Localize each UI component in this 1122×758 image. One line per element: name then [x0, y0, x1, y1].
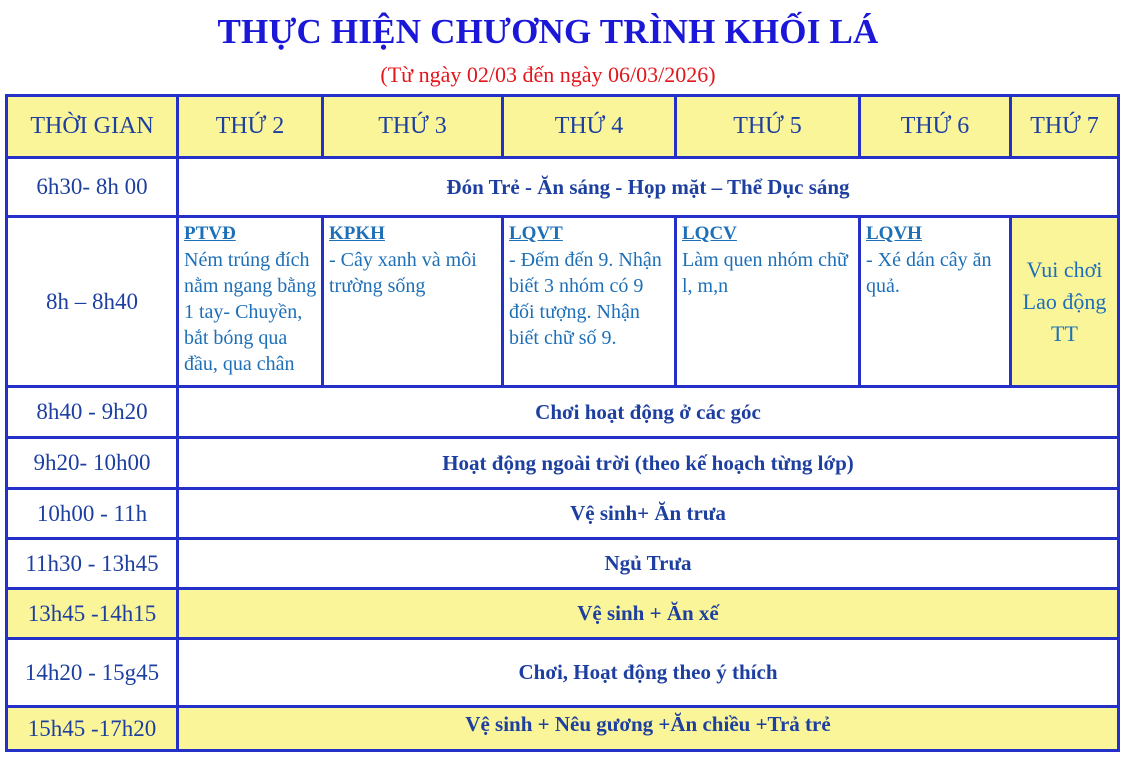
schedule-table — [5, 94, 1120, 752]
table-row — [7, 158, 1119, 217]
time-cell: 8h40 - 9h20 — [7, 387, 178, 438]
time-cell: 15h45 -17h20 — [7, 707, 178, 751]
subject-description: Làm quen nhóm chữ l, m,n — [682, 249, 848, 297]
table-row — [7, 639, 1119, 707]
header-time: THỜI GIAN — [7, 96, 178, 158]
time-cell: 10h00 - 11h — [7, 489, 178, 539]
page-title: THỰC HIỆN CHƯƠNG TRÌNH KHỐI LÁ — [217, 12, 879, 51]
activity-cell: Vệ sinh+ Ăn trưa — [178, 489, 1119, 539]
table-row-lessons — [7, 217, 1119, 387]
header-friday: THỨ 6 — [860, 96, 1011, 158]
time-cell: 11h30 - 13h45 — [7, 539, 178, 589]
activity-cell: Chơi hoạt động ở các góc — [178, 387, 1119, 438]
table-row — [7, 489, 1119, 539]
subject-code: LQVH — [866, 223, 922, 244]
lesson-cell-thursday — [676, 217, 860, 387]
table-row — [7, 707, 1119, 751]
activity-cell: Chơi, Hoạt động theo ý thích — [178, 639, 1119, 707]
lesson-cell-monday — [178, 217, 323, 387]
subject-code: LQCV — [682, 223, 737, 244]
lesson-cell-friday — [860, 217, 1011, 387]
subject-code: PTVĐ — [184, 223, 236, 244]
header-row — [7, 96, 1119, 158]
saturday-activity-cell: Vui chơi Lao động TT — [1011, 217, 1119, 387]
subject-description: - Đếm đến 9. Nhận biết 3 nhóm có 9 đối tượng. Nhận biết chữ số 9. — [509, 249, 662, 349]
subject-description: - Xé dán cây ăn quả. — [866, 249, 992, 297]
header-monday: THỨ 2 — [178, 96, 323, 158]
header-saturday: THỨ 7 — [1011, 96, 1119, 158]
header-wednesday: THỨ 4 — [503, 96, 676, 158]
time-cell: 9h20- 10h00 — [7, 438, 178, 489]
subject-description: - Cây xanh và môi trường sống — [329, 249, 477, 297]
time-cell: 8h – 8h40 — [7, 217, 178, 387]
table-row — [7, 438, 1119, 489]
table-row — [7, 539, 1119, 589]
activity-cell: Ngủ Trưa — [178, 539, 1119, 589]
activity-cell: Vệ sinh + Ăn xế — [178, 589, 1119, 639]
subject-code: LQVT — [509, 223, 563, 244]
activity-cell: Đón Trẻ - Ăn sáng - Họp mặt – Thể Dục sáng — [178, 158, 1119, 217]
time-cell: 13h45 -14h15 — [7, 589, 178, 639]
activity-cell: Hoạt động ngoài trời (theo kế hoạch từng lớp) — [178, 438, 1119, 489]
subject-code: KPKH — [329, 223, 385, 244]
table-row — [7, 387, 1119, 438]
date-range-subtitle: (Từ ngày 02/03 đến ngày 06/03/2026) — [380, 62, 716, 87]
activity-cell: Vệ sinh + Nêu gương +Ăn chiều +Trả trẻ — [178, 707, 1119, 751]
time-cell: 14h20 - 15g45 — [7, 639, 178, 707]
time-cell: 6h30- 8h 00 — [7, 158, 178, 217]
subject-description: Ném trúng đích nằm ngang bằng 1 tay- Chuyền, bắt bóng qua đầu, qua chân — [184, 249, 317, 375]
header-tuesday: THỨ 3 — [323, 96, 503, 158]
lesson-cell-tuesday — [323, 217, 503, 387]
table-row — [7, 589, 1119, 639]
lesson-cell-wednesday — [503, 217, 676, 387]
header-thursday: THỨ 5 — [676, 96, 860, 158]
